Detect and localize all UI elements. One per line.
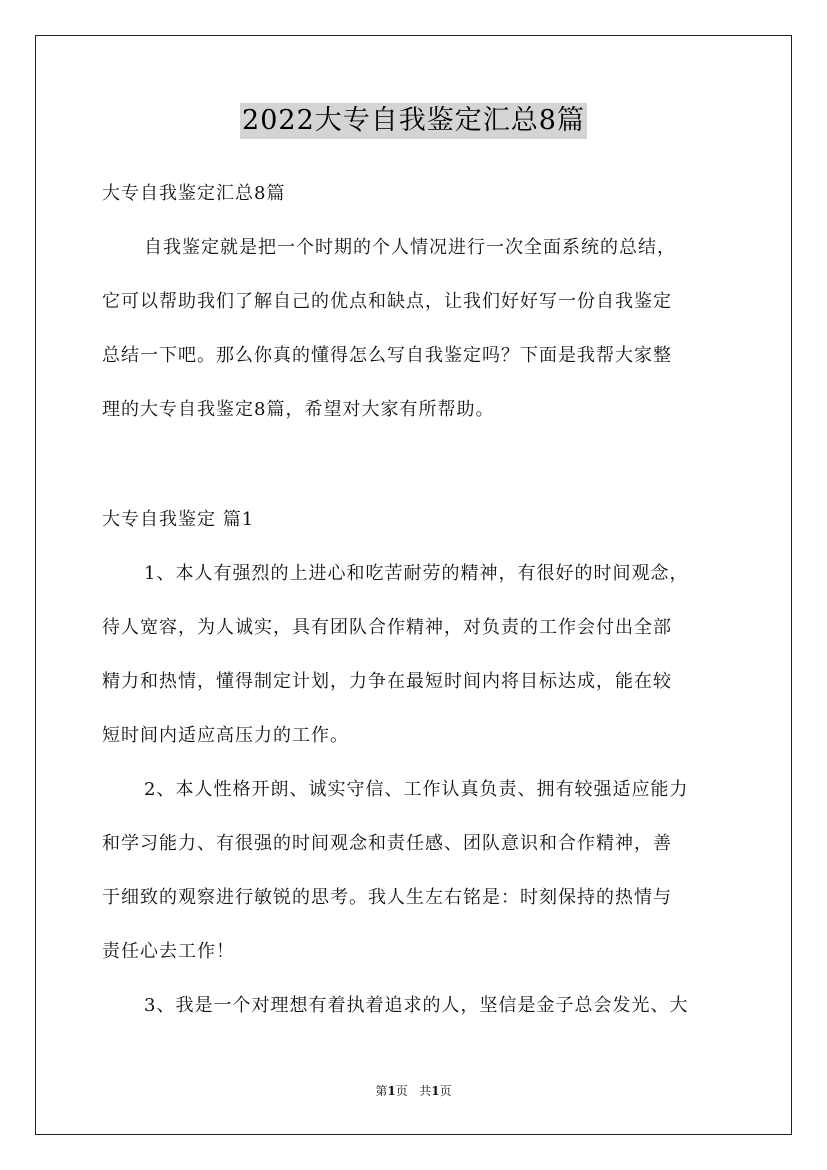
intro-line: 总结一下吧。那么你真的懂得怎么写自我鉴定吗？下面是我帮大家整 — [102, 345, 672, 366]
total-prefix: 共 — [419, 1084, 432, 1098]
paragraph-line: 待人宽容，为人诚实，具有团队合作精神，对负责的工作会付出全部 — [102, 617, 672, 638]
page-number: 1 — [387, 1084, 396, 1098]
intro-line: 自我鉴定就是把一个时期的个人情况进行一次全面系统的总结， — [144, 237, 676, 258]
title-container — [0, 103, 827, 139]
total-number: 1 — [431, 1084, 440, 1098]
total-suffix: 页 — [439, 1084, 452, 1098]
paragraph-line: 和学习能力、有很强的时间观念和责任感、团队意识和合作精神，善 — [102, 833, 672, 854]
blank-line — [102, 446, 730, 502]
intro-line: 理的大专自我鉴定8篇，希望对大家有所帮助。 — [102, 399, 495, 420]
page-suffix: 页 — [395, 1084, 408, 1098]
document-subtitle: 大专自我鉴定汇总8篇 — [102, 183, 286, 204]
intro-line: 它可以帮助我们了解自己的优点和缺点，让我们好好写一份自我鉴定 — [102, 291, 672, 312]
page-prefix: 第 — [375, 1084, 388, 1098]
paragraph-line: 精力和热情，懂得制定计划，力争在最短时间内将目标达成，能在较 — [102, 671, 672, 692]
document-body — [102, 176, 730, 1042]
paragraph-line: 于细致的观察进行敏锐的思考。我人生左右铭是：时刻保持的热情与 — [102, 887, 672, 908]
paragraph-line: 2、本人性格开朗、诚实守信、工作认真负责、拥有较强适应能力 — [144, 779, 689, 800]
section-heading: 大专自我鉴定 篇1 — [102, 509, 255, 530]
paragraph-line: 责任心去工作！ — [102, 941, 235, 962]
page-footer — [0, 1083, 827, 1099]
paragraph-line: 1、本人有强烈的上进心和吃苦耐劳的精神，有很好的时间观念， — [144, 563, 689, 584]
document-title: 2022大专自我鉴定汇总8篇 — [240, 103, 587, 139]
paragraph-line: 短时间内适应高压力的工作。 — [102, 725, 349, 746]
paragraph-line: 3、我是一个对理想有着执着追求的人，坚信是金子总会发光、大 — [144, 995, 689, 1016]
